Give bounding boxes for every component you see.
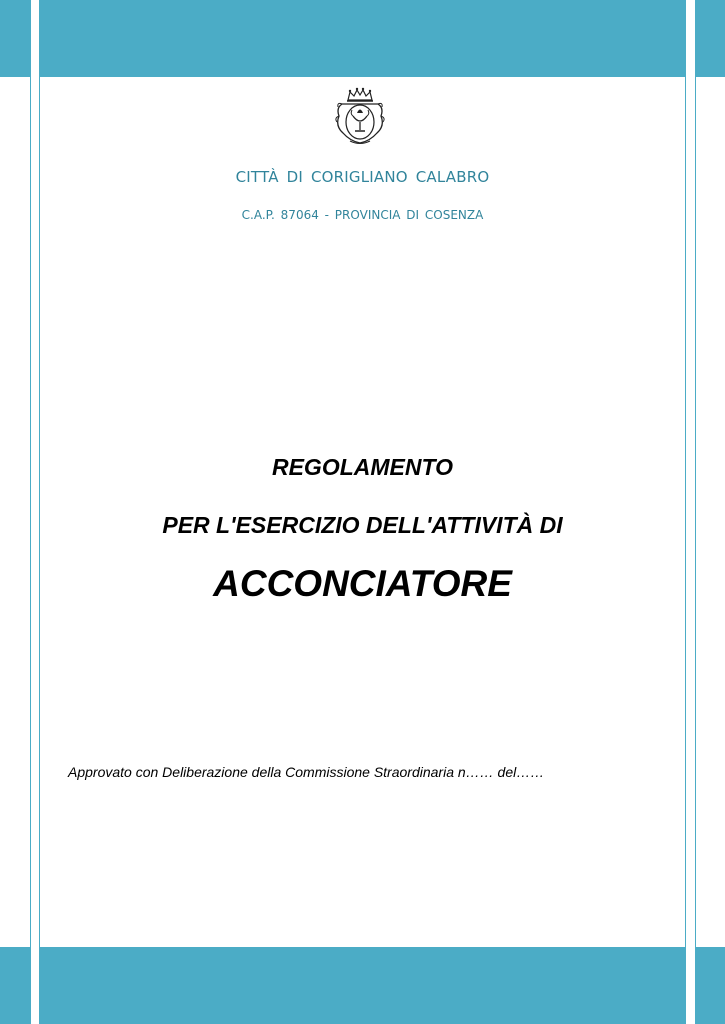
- municipal-coat-of-arms-icon: [330, 86, 390, 148]
- top-right-band: [695, 0, 725, 77]
- bottom-left-band: [0, 947, 31, 1024]
- top-left-band: [0, 0, 31, 77]
- bottom-main-band: [39, 947, 686, 1024]
- city-name: CITTÀ DI CORIGLIANO CALABRO: [235, 168, 490, 186]
- title-line-3: ACCONCIATORE: [213, 563, 512, 604]
- title-line-1: REGOLAMENTO: [271, 454, 454, 480]
- title-line-2: PER L'ESERCIZIO DELL'ATTIVITÀ DI: [162, 512, 563, 538]
- bottom-right-band: [695, 947, 725, 1024]
- postal-and-province: C.A.P. 87064 - PROVINCIA DI COSENZA: [241, 208, 484, 222]
- approval-note: Approvato con Deliberazione della Commissione Straordinaria n…… del……: [68, 764, 545, 780]
- top-main-band: [39, 0, 686, 77]
